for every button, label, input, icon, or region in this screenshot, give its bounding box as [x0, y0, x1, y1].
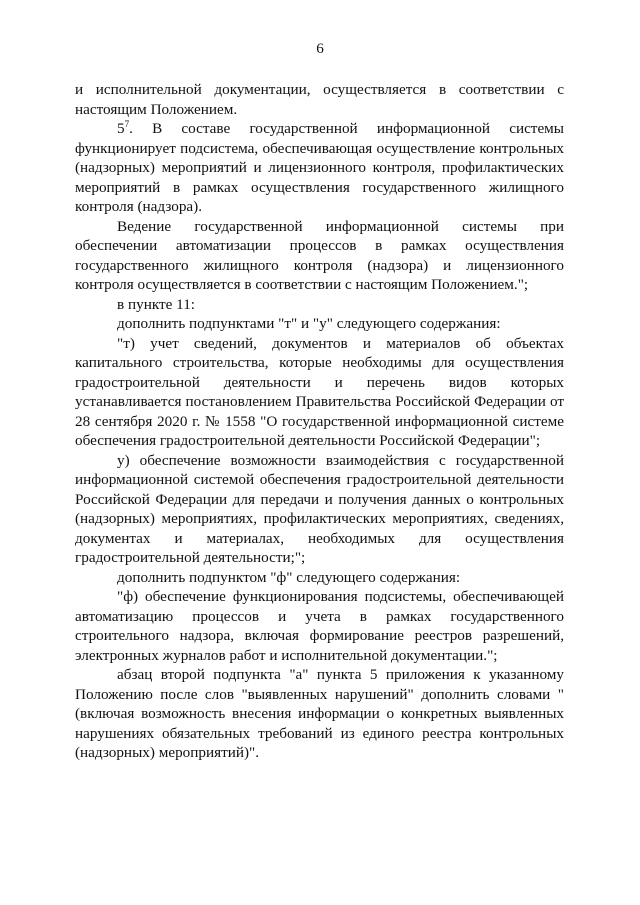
- paragraph-10: [75, 665, 564, 763]
- paragraph-7-text: у) обеспечение возможности взаимодействия с государственной информационной системой обеспечения градостроительной деятельности Российской Федерации для передачи и получения данных о контрольных (надзорных) мероприятиях, профилактических мероприятиях, сведениях, документах и материалах, необходимых для осуществления градостроительной деятельности;";: [75, 451, 564, 566]
- paragraph-3: [75, 217, 564, 295]
- paragraph-6-text: "т) учет сведений, документов и материалов об объектах капитального строительства, которые необходимы для осуществления градостроительной деятельности и перечень видов которых устанавливается постановлением Правительства Российской Федерации от 28 сентября 2020 г. № 1558 "О государственной информационной системе обеспечения градостроительной деятельности Российской Федерации";: [75, 334, 564, 449]
- paragraph-3-text: Ведение государственной информационной системы при обеспечении автоматизации процессов в рамках осуществления государственного жилищного контроля (надзора) и лицензионного контроля осуществляется в соответствии с настоящим Положением.";: [75, 217, 564, 293]
- paragraph-1: [75, 80, 564, 119]
- paragraph-5: [75, 314, 564, 334]
- paragraph-8-text: дополнить подпунктом "ф" следующего содержания:: [117, 568, 461, 586]
- clause-superscript: 7: [124, 119, 130, 129]
- paragraph-2-text: . В составе государственной информационной системы функционирует подсистема, обеспечивающая осуществление контрольных (надзорных) мероприятий и лицензионного контроля, профилактических мероприятий в рамках осуществления государственного жилищного контроля (надзора).: [75, 120, 564, 215]
- paragraph-4-text: в пункте 11:: [117, 295, 196, 313]
- paragraph-2: [75, 119, 564, 217]
- paragraph-9: [75, 587, 564, 665]
- paragraph-9-text: "ф) обеспечение функционирования подсистемы, обеспечивающей автоматизацию процессов и учета в рамках государственного строительного надзора, включая формирование реестров разрешений, электронных журналов работ и исполнительной документации.";: [75, 588, 564, 664]
- paragraph-10-text: абзац второй подпункта "а" пункта 5 приложения к указанному Положению после слов "выявленных нарушений" дополнить словами "(включая возможность внесения информации о конкретных выявленных нарушениях обязательных требований из единого реестра контрольных (надзорных) мероприятий)".: [75, 666, 564, 761]
- paragraph-1-text: и исполнительной документации, осуществляется в соответствии с настоящим Положением.: [75, 81, 564, 118]
- paragraph-7: [75, 451, 564, 568]
- paragraph-4: [75, 295, 564, 315]
- clause-number: 5: [117, 120, 125, 137]
- paragraph-8: [75, 568, 564, 588]
- document-body: [75, 80, 564, 763]
- page-number: 6: [316, 40, 324, 57]
- paragraph-6: [75, 334, 564, 451]
- paragraph-5-text: дополнить подпунктами "т" и "у" следующего содержания:: [117, 315, 501, 332]
